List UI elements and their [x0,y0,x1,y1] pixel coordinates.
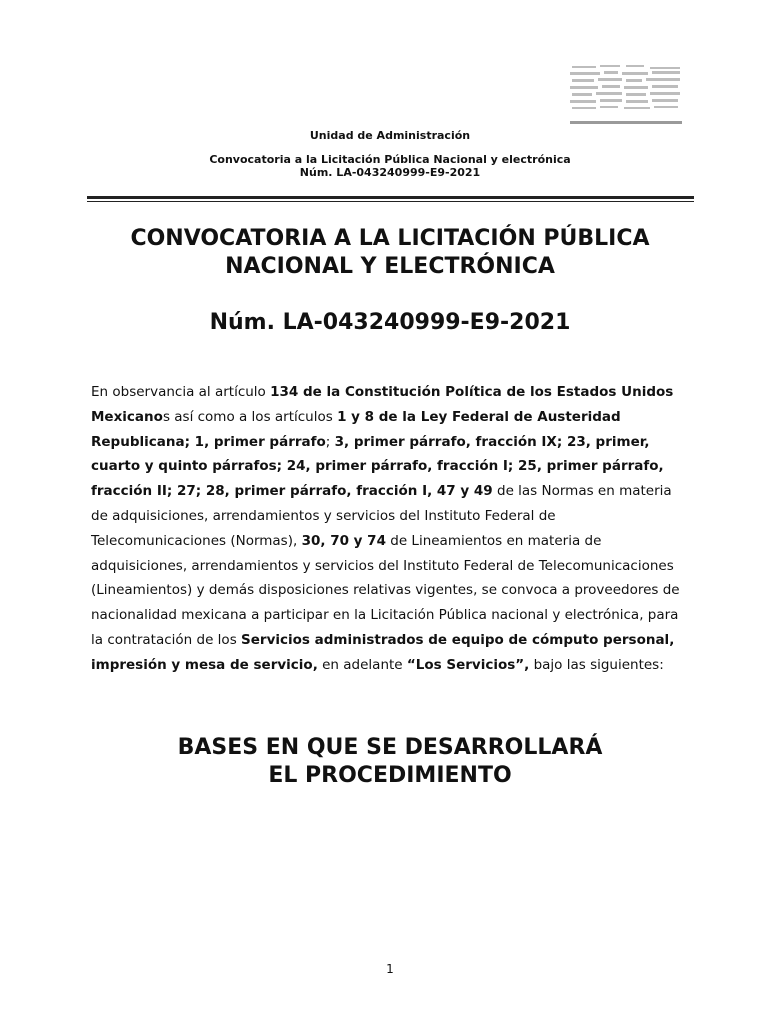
body-segment: En observancia al artículo [91,384,271,400]
header-subtitle [0,153,770,179]
bases-line-1: BASES EN QUE SE DESARROLLARÁ [177,735,603,760]
document-title [0,225,770,281]
bases-heading [0,734,770,790]
body-segment: bajo las siguientes: [529,656,664,673]
body-segment-bold: 30, 70 y 74 [301,532,386,549]
body-segment: ; [325,433,335,450]
header-divider [87,196,694,203]
bases-line-2: EL PROCEDIMIENTO [268,763,512,788]
body-segment-bold: “Los Servicios”, [406,656,530,673]
header-convocatoria-line: Convocatoria a la Licitación Pública Nacional y electrónica [209,153,571,166]
divider-thick [87,196,694,199]
header-number-line: Núm. LA-043240999-E9-2021 [299,166,481,179]
title-line-2: NACIONAL Y ELECTRÓNICA [225,254,555,279]
document-number: Núm. LA-043240999-E9-2021 [209,310,571,335]
body-segment: de las Normas en materia de adquisiciones, arrendamientos y servicios del Instituto Federal de Telecomunicaciones (Normas), [91,483,672,549]
body-segment: s así como a los artículos [162,408,338,425]
header-unit: Unidad de Administración [309,129,471,142]
institutional-logo-icon [568,62,686,128]
body-segment-bold: 134 de la Constitución Política de los Estados Unidos Mexicano [91,384,674,425]
body-segment: en adelante [317,656,407,673]
body-segment-bold: 1 y 8 de la Ley Federal de Austeridad Republicana; 1, primer párrafo [91,408,621,450]
body-segment: de Lineamientos en materia de adquisiciones, arrendamientos y servicios del Instituto Federal de Telecomunicaciones (Lineamientos) y demás disposiciones relativas vigentes, se convoca a proveedores de nacionalidad mexicana a participar en la Licitación Pública nacional y electrónica, para la contratación de los [91,532,680,648]
body-paragraph [91,380,691,678]
body-segment-bold: 3, primer párrafo, fracción IX; 23, primer, cuarto y quinto párrafos; 24, primer párrafo, fracción I; 25, primer párrafo, fracción II; 27; 28, primer párrafo, fracción I, 47 y 49 [91,433,664,500]
page-number: 1 [386,962,394,976]
body-segment-bold: Servicios administrados de equipo de cómputo personal, impresión y mesa de servicio, [91,631,675,673]
divider-thin [87,201,694,202]
title-line-1: CONVOCATORIA A LA LICITACIÓN PÚBLICA [130,226,650,251]
